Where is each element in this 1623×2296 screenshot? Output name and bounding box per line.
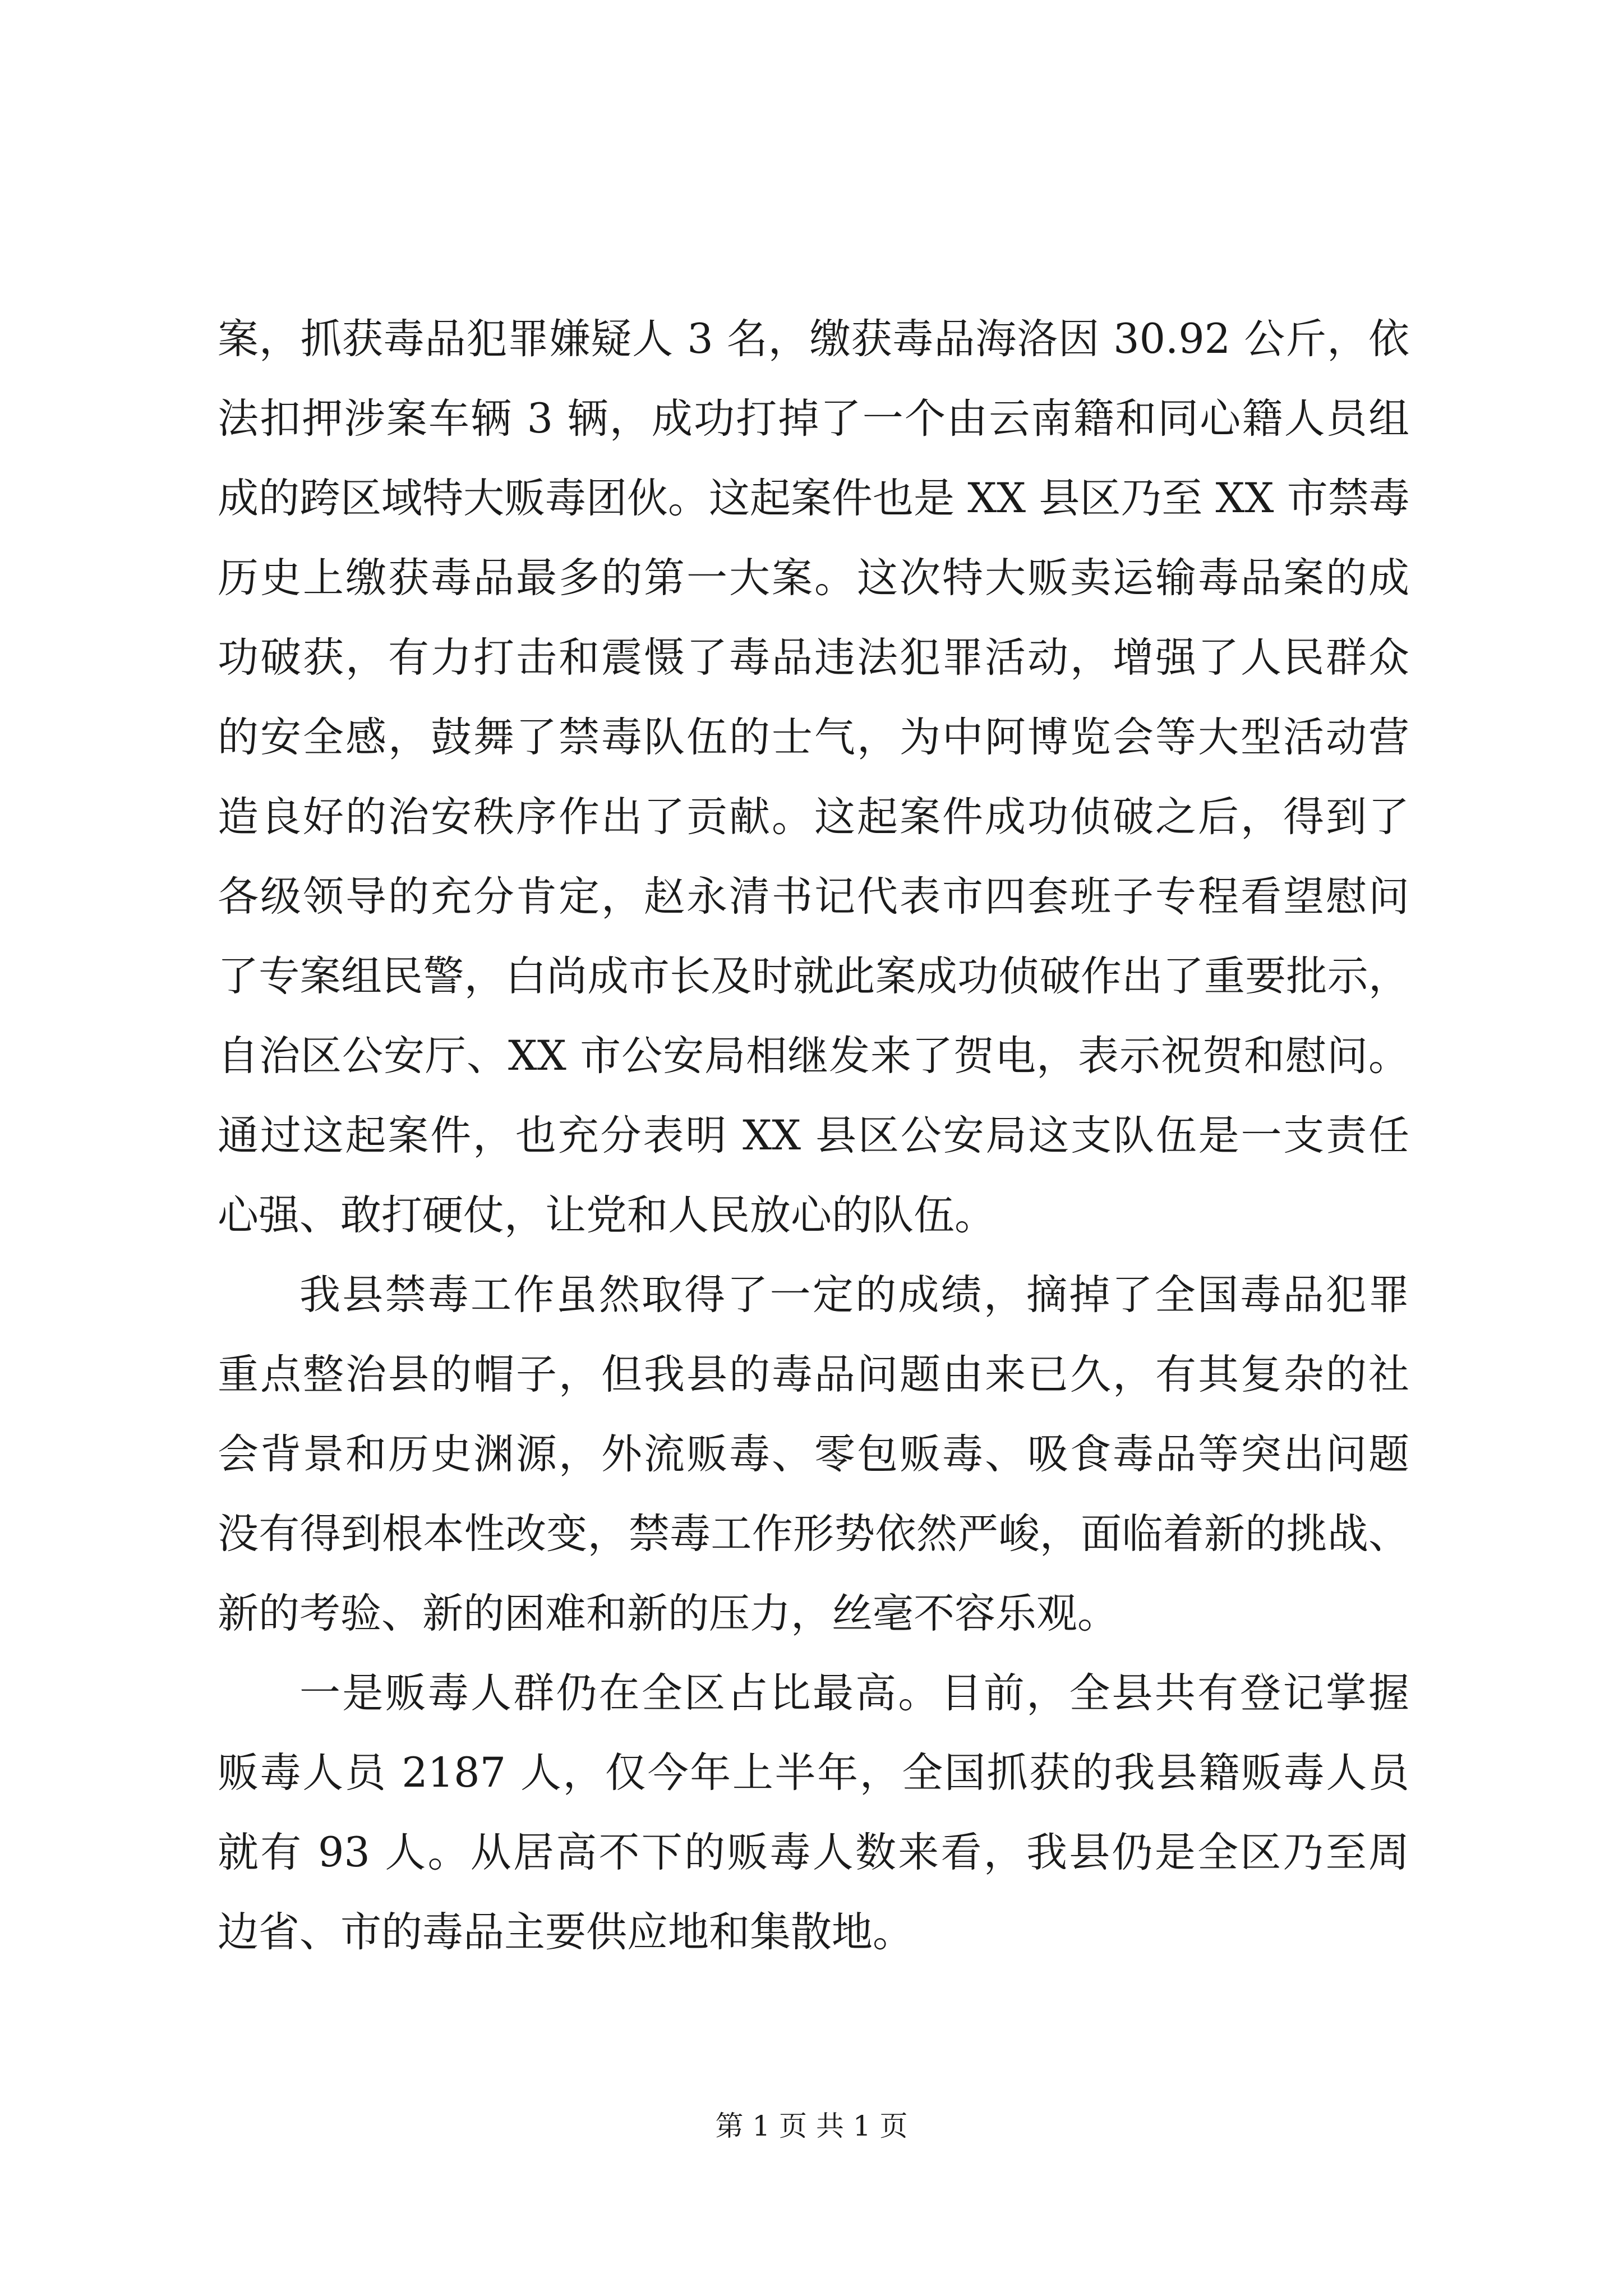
text-line: 边省、市的毒品主要供应地和集散地。 [218,1908,914,1956]
text-line: 的安全感，鼓舞了禁毒队伍的士气，为中阿博览会等大型活动营 [218,714,1409,761]
text-line: 心强、敢打硬仗，让党和人民放心的队伍。 [218,1191,995,1239]
text-line: 各级领导的充分肯定，赵永清书记代表市四套班子专程看望慰问 [218,873,1409,921]
paragraph-3 [218,1654,1409,1972]
text-line: 会背景和历史渊源，外流贩毒、零包贩毒、吸食毒品等突出问题 [218,1430,1409,1478]
text-line: 成的跨区域特大贩毒团伙。这起案件也是 XX 县区乃至 XX 市禁毒 [218,475,1410,522]
page-footer: 第 1 页 共 1 页 [715,2110,908,2142]
text-line: 贩毒人员 2187 人，仅今年上半年，全国抓获的我县籍贩毒人员 [218,1749,1409,1797]
text-line: 没有得到根本性改变，禁毒工作形势依然严峻，面临着新的挑战、 [218,1510,1409,1558]
text-line: 我县禁毒工作虽然取得了一定的成绩，摘掉了全国毒品犯罪 [299,1271,1409,1319]
text-line: 自治区公安厅、XX 市公安局相继发来了贺电，表示祝贺和慰问。 [218,1032,1409,1080]
text-line: 法扣押涉案车辆 3 辆，成功打掉了一个由云南籍和同心籍人员组 [218,395,1409,443]
text-line: 功破获，有力打击和震慑了毒品违法犯罪活动，增强了人民群众 [218,634,1409,682]
text-line: 了专案组民警，白尚成市长及时就此案成功侦破作出了重要批示， [218,953,1409,1000]
paragraph-1 [218,300,1409,1255]
text-line: 造良好的治安秩序作出了贡献。这起案件成功侦破之后，得到了 [218,793,1409,841]
text-line: 一是贩毒人群仍在全区占比最高。目前，全县共有登记掌握 [299,1669,1409,1717]
text-line: 重点整治县的帽子，但我县的毒品问题由来已久，有其复杂的社 [218,1351,1409,1398]
text-line: 通过这起案件，也充分表明 XX 县区公安局这支队伍是一支责任 [218,1112,1409,1159]
text-line: 案，抓获毒品犯罪嫌疑人 3 名，缴获毒品海洛因 30.92 公斤，依 [218,315,1409,363]
paragraph-2 [218,1255,1409,1654]
document-body [218,300,1409,1972]
text-line: 就有 93 人。从居高不下的贩毒人数来看，我县仍是全区乃至周 [218,1829,1409,1876]
text-line: 历史上缴获毒品最多的第一大案。这次特大贩卖运输毒品案的成 [218,554,1409,602]
text-line: 新的考验、新的困难和新的压力，丝毫不容乐观。 [218,1590,1118,1637]
